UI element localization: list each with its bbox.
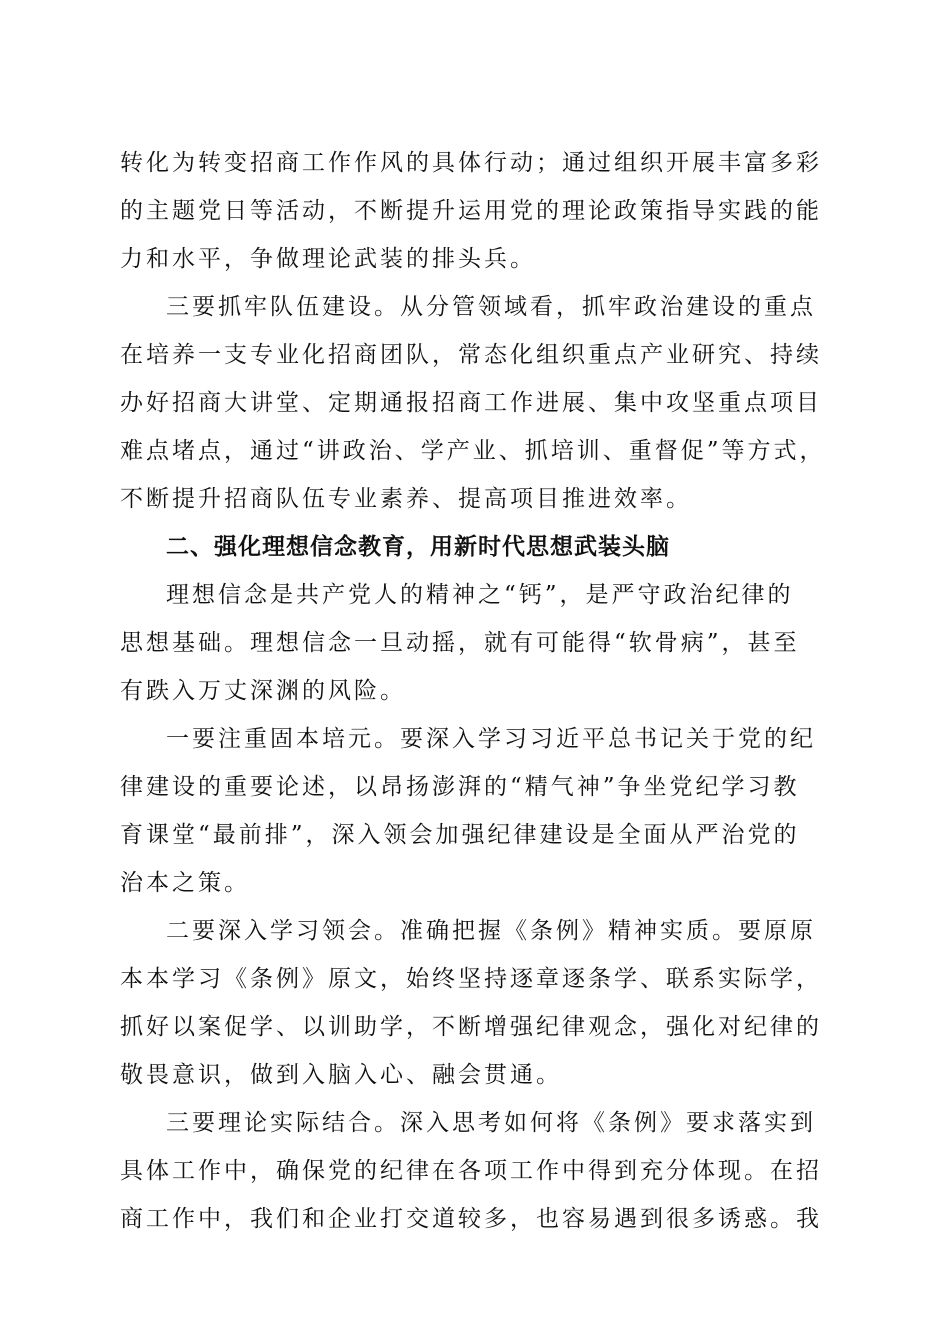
text-line: 具体工作中，确保党的纪律在各项工作中得到充分体现。在招: [120, 1158, 822, 1184]
text-line: 律建设的重要论述，以昂扬澎湃的“精气神”争坐党纪学习教: [120, 774, 800, 800]
text-line: 在培养一支专业化招商团队，常态化组织重点产业研究、持续: [120, 342, 822, 368]
text-line: 抓好以案促学、以训助学，不断增强纪律观念，强化对纪律的: [120, 1014, 822, 1040]
text-line: 育课堂“最前排”，深入领会加强纪律建设是全面从严治党的: [120, 822, 800, 848]
paragraph-start: 三要抓牢队伍建设。从分管领域看，抓牢政治建设的重点: [166, 294, 816, 320]
text-line: 有跌入万丈深渊的风险。: [120, 678, 406, 704]
section-heading: 二、强化理想信念教育，用新时代思想武装头脑: [166, 534, 670, 560]
text-line: 敬畏意识，做到入脑入心、融会贯通。: [120, 1062, 562, 1088]
text-line: 商工作中，我们和企业打交道较多，也容易遇到很多诱惑。我: [120, 1206, 822, 1232]
text-line: 办好招商大讲堂、定期通报招商工作进展、集中攻坚重点项目: [120, 390, 822, 416]
text-line: 难点堵点，通过“讲政治、学产业、抓培训、重督促”等方式，: [120, 438, 826, 464]
paragraph-start: 二要深入学习领会。准确把握《条例》精神实质。要原原: [166, 918, 816, 944]
text-line: 的主题党日等活动，不断提升运用党的理论政策指导实践的能: [120, 198, 822, 224]
text-line: 转化为转变招商工作作风的具体行动；通过组织开展丰富多彩: [120, 150, 822, 176]
text-line: 不断提升招商队伍专业素养、提高项目推进效率。: [120, 486, 692, 512]
text-line: 力和水平，争做理论武装的排头兵。: [120, 246, 536, 272]
text-line: 治本之策。: [120, 870, 250, 896]
paragraph-start: 三要理论实际结合。深入思考如何将《条例》要求落实到: [166, 1110, 816, 1136]
paragraph-start: 理想信念是共产党人的精神之“钙”，是严守政治纪律的: [166, 582, 794, 608]
paragraph-start: 一要注重固本培元。要深入学习习近平总书记关于党的纪: [166, 726, 816, 752]
text-line: 本本学习《条例》原文，始终坚持逐章逐条学、联系实际学，: [120, 966, 822, 992]
text-line: 思想基础。理想信念一旦动摇，就有可能得“软骨病”，甚至: [120, 630, 800, 656]
